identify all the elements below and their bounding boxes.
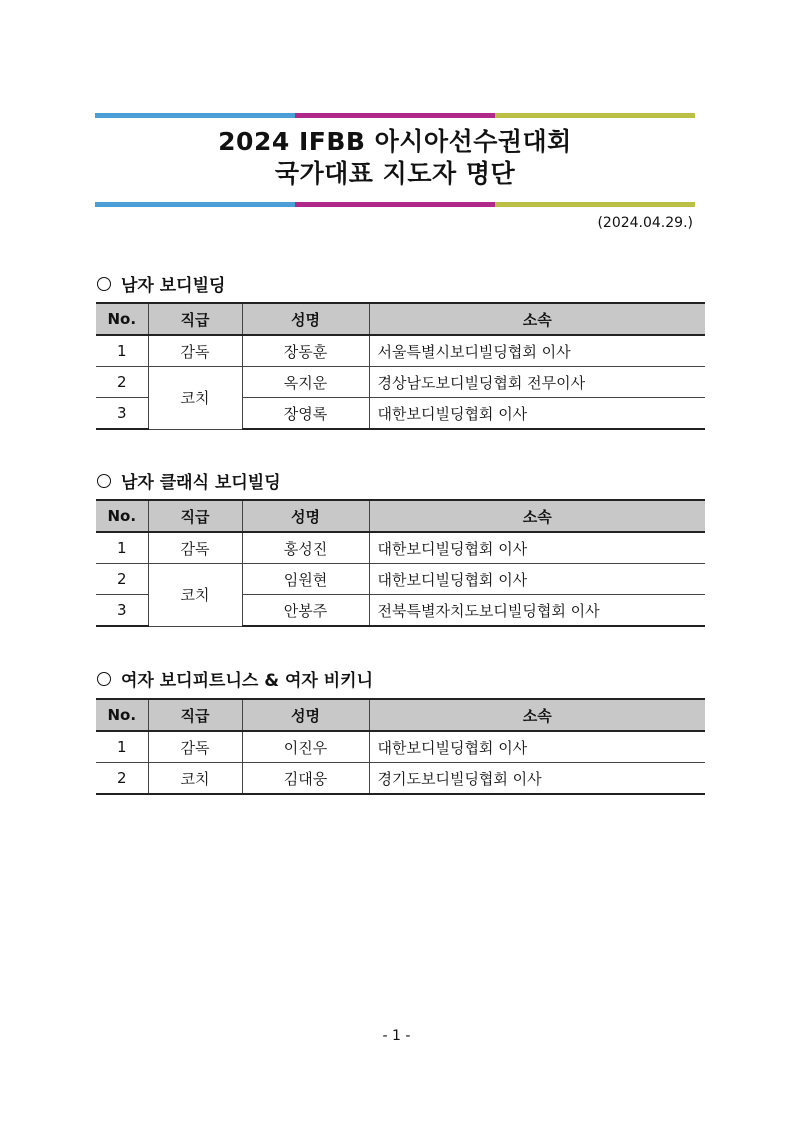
cell-name: 장동훈 [242,335,369,367]
roster-table-women-bodyfitness-bikini [96,698,705,795]
column-header-affiliation: 소속 [369,303,705,335]
cell-position: 감독 [148,335,242,367]
section-heading-men-classic-bodybuilding [97,468,281,493]
column-header-affiliation: 소속 [369,500,705,532]
cell-no: 3 [96,398,148,430]
cell-no: 2 [96,564,148,595]
roster-table-men-classic-bodybuilding [96,499,705,627]
cell-name: 안봉주 [242,595,369,627]
table-row [96,367,705,398]
column-header-name: 성명 [242,500,369,532]
cell-position: 코치 [148,564,242,627]
cell-affiliation: 대한보디빌딩협회 이사 [369,564,705,595]
cell-affiliation: 대한보디빌딩협회 이사 [369,398,705,430]
title-line-2: 국가대표 지도자 명단 [274,159,516,188]
cell-position: 코치 [148,763,242,795]
table-header-row [96,303,705,335]
column-header-no: No. [96,303,148,335]
column-header-no: No. [96,699,148,731]
circle-bullet-icon [97,672,111,686]
cell-no: 3 [96,595,148,627]
color-bar-olive [495,113,695,118]
color-bar-olive [495,202,695,207]
column-header-position: 직급 [148,303,242,335]
roster-table-men-bodybuilding [96,302,705,430]
cell-no: 1 [96,731,148,763]
top-color-bar [95,113,695,118]
section-heading-men-bodybuilding [97,271,225,296]
circle-bullet-icon [97,277,111,291]
cell-no: 1 [96,532,148,564]
cell-name: 장영록 [242,398,369,430]
column-header-affiliation: 소속 [369,699,705,731]
section-heading-label: 남자 클래식 보디빌딩 [121,473,281,493]
column-header-position: 직급 [148,699,242,731]
cell-name: 옥지운 [242,367,369,398]
page-number: - 1 - [382,1028,411,1044]
document-date: (2024.04.29.) [597,215,693,231]
cell-no: 2 [96,763,148,795]
cell-affiliation: 전북특별자치도보디빌딩협회 이사 [369,595,705,627]
color-bar-magenta [295,113,495,118]
color-bar-blue [95,113,295,118]
document-title [95,126,695,190]
cell-affiliation: 대한보디빌딩협회 이사 [369,731,705,763]
table-row [96,335,705,367]
cell-position: 코치 [148,367,242,430]
table-row [96,532,705,564]
section-heading-label: 여자 보디피트니스 & 여자 비키니 [121,671,373,691]
cell-name: 임원현 [242,564,369,595]
circle-bullet-icon [97,474,111,488]
section-heading-women-bodyfitness-bikini [97,666,373,691]
column-header-no: No. [96,500,148,532]
cell-position: 감독 [148,532,242,564]
title-line-1: 2024 IFBB 아시아선수권대회 [218,127,572,156]
cell-affiliation: 서울특별시보디빌딩협회 이사 [369,335,705,367]
column-header-name: 성명 [242,699,369,731]
table-header-row [96,699,705,731]
table-row [96,763,705,795]
cell-affiliation: 경상남도보디빌딩협회 전무이사 [369,367,705,398]
cell-name: 이진우 [242,731,369,763]
cell-no: 2 [96,367,148,398]
table-row [96,731,705,763]
cell-position: 감독 [148,731,242,763]
cell-affiliation: 경기도보디빌딩협회 이사 [369,763,705,795]
color-bar-magenta [295,202,495,207]
column-header-position: 직급 [148,500,242,532]
table-row [96,564,705,595]
cell-affiliation: 대한보디빌딩협회 이사 [369,532,705,564]
cell-no: 1 [96,335,148,367]
bottom-color-bar [95,202,695,207]
section-heading-label: 남자 보디빌딩 [121,276,226,296]
column-header-name: 성명 [242,303,369,335]
color-bar-blue [95,202,295,207]
cell-name: 김대웅 [242,763,369,795]
table-header-row [96,500,705,532]
cell-name: 홍성진 [242,532,369,564]
